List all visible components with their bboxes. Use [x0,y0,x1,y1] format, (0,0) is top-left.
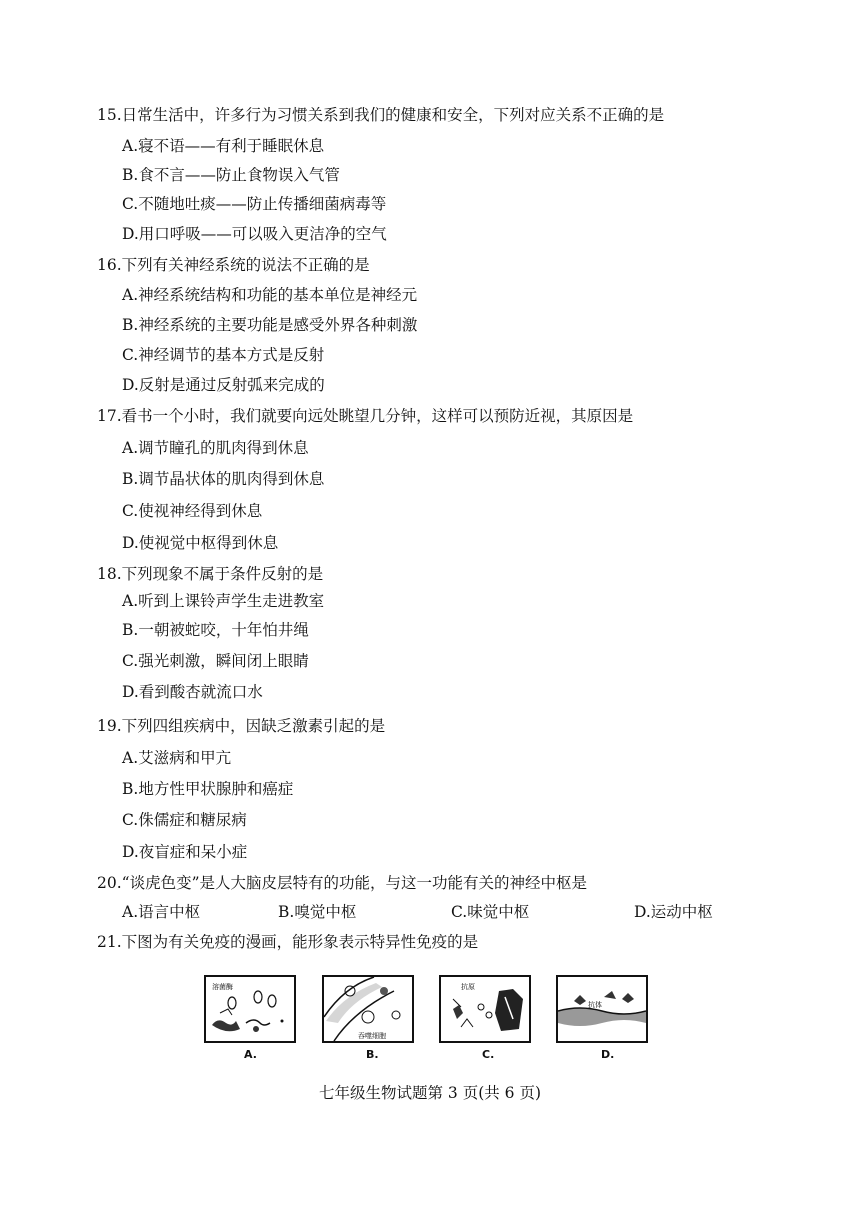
panel-a-text: 溶菌酶 [212,983,233,991]
question-19-stem: 19.下列四组疾病中，因缺乏激素引起的是 [97,717,386,735]
question-15-option-d: D.用口呼吸——可以吸入更洁净的空气 [122,225,387,243]
question-15-option-c: C.不随地吐痰——防止传播细菌病毒等 [122,195,387,213]
comic-panel-a [204,975,296,1043]
panel-label-a: A. [244,1048,257,1061]
panel-d-text: 抗体 [588,1001,602,1009]
question-20-option-c: C.味觉中枢 [451,903,530,921]
question-18-option-b: B.一朝被蛇咬，十年怕井绳 [122,621,309,639]
question-19-option-a: A.艾滋病和甲亢 [122,749,232,767]
question-17-stem: 17.看书一个小时，我们就要向远处眺望几分钟，这样可以预防近视，其原因是 [97,407,634,425]
question-15-option-a: A.寝不语——有利于睡眠休息 [122,137,325,155]
question-18-option-d: D.看到酸杏就流口水 [122,683,263,701]
question-15-option-b: B.食不言——防止食物误入气管 [122,166,340,184]
comic-panel-b [322,975,414,1043]
question-16-stem: 16.下列有关神经系统的说法不正确的是 [97,256,370,274]
question-17-option-b: B.调节晶状体的肌肉得到休息 [122,470,325,488]
question-19-option-d: D.夜盲症和呆小症 [122,843,248,861]
question-18-stem: 18.下列现象不属于条件反射的是 [97,565,324,583]
question-16-option-c: C.神经调节的基本方式是反射 [122,346,325,364]
panel-label-d: D. [601,1048,615,1061]
question-16-option-d: D.反射是通过反射弧来完成的 [122,376,325,394]
panel-b-text: 吞噬细胞 [358,1032,386,1040]
question-20-option-a: A.语言中枢 [122,903,201,921]
question-15-stem: 15.日常生活中，许多行为习惯关系到我们的健康和安全，下列对应关系不正确的是 [97,106,665,124]
comic-panel-c [439,975,531,1043]
question-16-option-b: B.神经系统的主要功能是感受外界各种刺激 [122,316,418,334]
panel-label-c: C. [482,1048,495,1061]
page-footer: 七年级生物试题第 3 页(共 6 页) [318,1084,542,1102]
panel-c-text: 抗原 [461,983,475,991]
question-16-option-a: A.神经系统结构和功能的基本单位是神经元 [122,286,418,304]
question-17-option-d: D.使视觉中枢得到休息 [122,534,279,552]
question-17-option-a: A.调节瞳孔的肌肉得到休息 [122,439,309,457]
question-20-option-b: B.嗅觉中枢 [278,903,357,921]
question-18-option-a: A.听到上课铃声学生走进教室 [122,592,325,610]
question-20-stem: 20.“谈虎色变”是人大脑皮层特有的功能，与这一功能有关的神经中枢是 [97,874,588,892]
question-20-option-d: D.运动中枢 [634,903,713,921]
question-21-stem: 21.下图为有关免疫的漫画，能形象表示特异性免疫的是 [97,933,479,951]
question-19-option-b: B.地方性甲状腺肿和癌症 [122,780,294,798]
question-18-option-c: C.强光刺激，瞬间闭上眼睛 [122,652,309,670]
panel-label-b: B. [366,1048,379,1061]
question-17-option-c: C.使视神经得到休息 [122,502,263,520]
comic-panel-d [556,975,648,1043]
question-19-option-c: C.侏儒症和糖尿病 [122,811,247,829]
